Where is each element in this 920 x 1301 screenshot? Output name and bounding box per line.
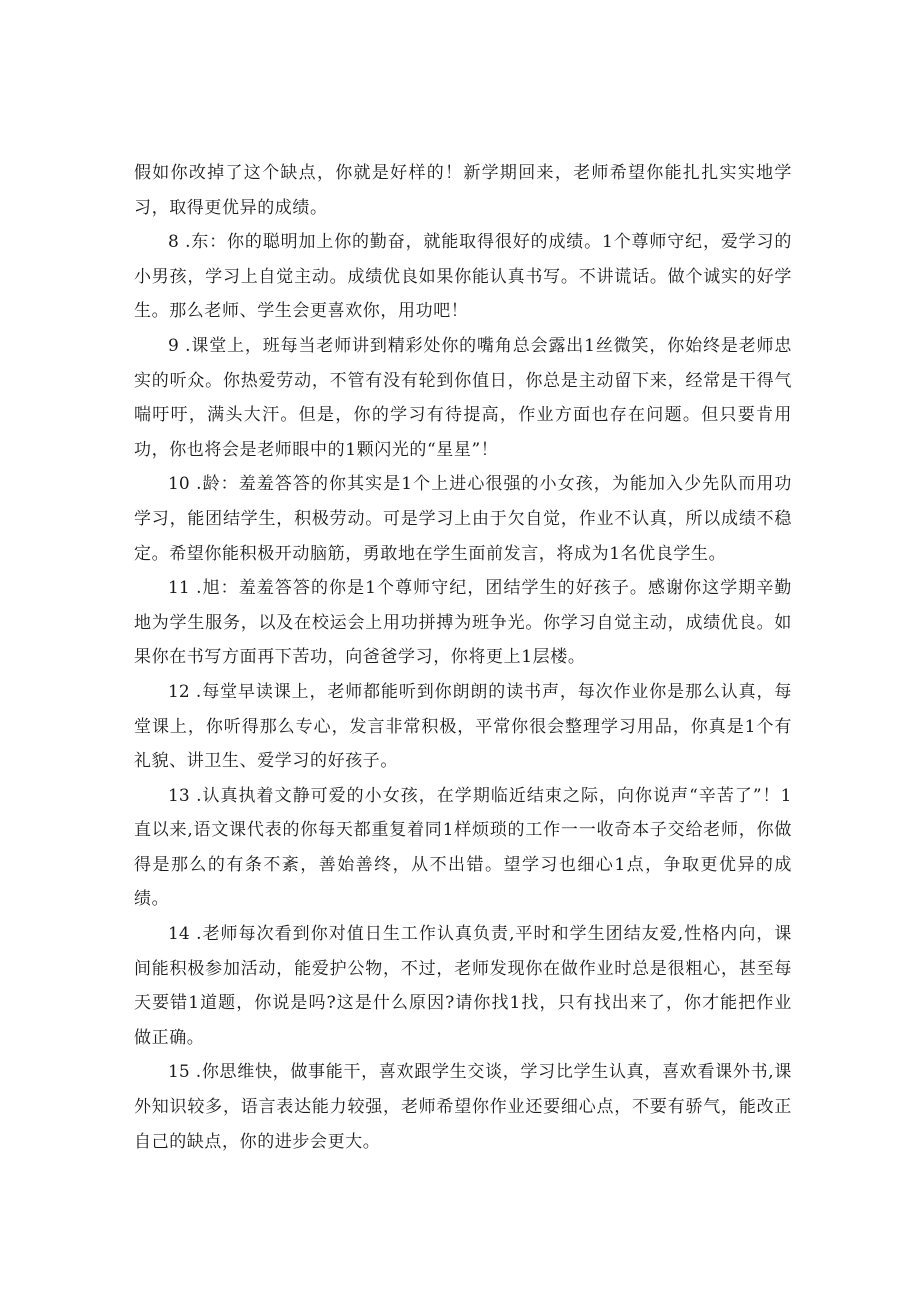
paragraph-item: 14 .老师每次看到你对值日生工作认真负责,平时和学生团结友爱,性格内向，课间能积极参加活动，能爱护公物，不过，老师发现你在做作业时总是很粗心，甚至每天要错1道题，你说是吗?这是什么原因?请你找1找，只有找出来了，你才能把作业做正确。 xyxy=(134,924,792,1048)
item-number: 12 xyxy=(168,681,190,702)
paragraph-text: 龄：羞羞答答的你其实是1个上进心很强的小女孩，为能加入少先队而用功学习，能团结学生，积极劳动。可是学习上由于欠自觉，作业不认真，所以成绩不稳定。希望你能积极开动脑筋，勇敢地在学生面前发言，将成为1名优良学生。 xyxy=(134,474,792,564)
paragraph-text: 老师每次看到你对值日生工作认真负责,平时和学生团结友爱,性格内向，课间能积极参加活动，能爱护公物，不过，老师发现你在做作业时总是很粗心，甚至每天要错1道题，你说是吗?这是什么原因?请你找1找，只有找出来了，你才能把作业做正确。 xyxy=(134,924,792,1048)
paragraph-item: 9 .课堂上，班每当老师讲到精彩处你的嘴角总会露出1丝微笑，你始终是老师忠实的听众。你热爱劳动，不管有没有轮到你值日，你总是主动留下来，经常是干得气喘吁吁，满头大汗。但是，你的学习有待提高，作业方面也存在问题。但只要肯用功，你也将会是老师眼中的1颗闪光的“星星”！ xyxy=(134,335,792,460)
paragraph-item: 11 .旭：羞羞答答的你是1个尊师守纪，团结学生的好孩子。感谢你这学期辛勤地为学生服务，以及在校运会上用功拼搏为班争光。你学习自觉主动，成绩优良。如果你在书写方面再下苦功，向爸爸学习，你将更上1层楼。 xyxy=(134,578,792,668)
paragraph-text: 课堂上，班每当老师讲到精彩处你的嘴角总会露出1丝微笑，你始终是老师忠实的听众。你热爱劳动，不管有没有轮到你值日，你总是主动留下来，经常是干得气喘吁吁，满头大汗。但是，你的学习有待提高，作业方面也存在问题。但只要肯用功，你也将会是老师眼中的1颗闪光的“星星”！ xyxy=(134,335,792,460)
item-number: 8 xyxy=(168,232,179,253)
paragraph-item: 12 .每堂早读课上，老师都能听到你朗朗的读书声，每次作业你是那么认真，每堂课上，你听得那么专心，发言非常积极，平常你很会整理学习用品，你真是1个有礼貌、讲卫生、爱学习的好孩子。 xyxy=(134,681,792,772)
document-page xyxy=(134,156,792,1159)
paragraph-text: 认真执着文静可爱的小女孩，在学期临近结束之际，向你说声“辛苦了”！1直以来,语文课代表的你每天都重复着同1样烦琐的工作一一收奇本子交给老师，你做得是那么的有条不紊，善始善终，从不出错。望学习也细心1点，争取更优异的成绩。 xyxy=(134,785,792,910)
item-number: 14 xyxy=(168,924,190,945)
item-number: 9 xyxy=(168,335,179,356)
paragraph-item: 13 .认真执着文静可爱的小女孩，在学期临近结束之际，向你说声“辛苦了”！1直以来,语文课代表的你每天都重复着同1样烦琐的工作一一收奇本子交给老师，你做得是那么的有条不紊，善始善终，从不出错。望学习也细心1点，争取更优异的成绩。 xyxy=(134,785,792,910)
paragraph-text: 东：你的聪明加上你的勤奋，就能取得很好的成绩。1个尊师守纪，爱学习的小男孩，学习上自觉主动。成绩优良如果你能认真书写。不讲谎话。做个诚实的好学生。那么老师、学生会更喜欢你，用功吧！ xyxy=(134,232,792,322)
paragraph-text: 旭：羞羞答答的你是1个尊师守纪，团结学生的好孩子。感谢你这学期辛勤地为学生服务，以及在校运会上用功拼搏为班争光。你学习自觉主动，成绩优良。如果你在书写方面再下苦功，向爸爸学习，你将更上1层楼。 xyxy=(134,578,792,668)
paragraph-item: 8 .东：你的聪明加上你的勤奋，就能取得很好的成绩。1个尊师守纪，爱学习的小男孩，学习上自觉主动。成绩优良如果你能认真书写。不讲谎话。做个诚实的好学生。那么老师、学生会更喜欢你，用功吧！ xyxy=(134,232,792,322)
paragraph-item: 10 .龄：羞羞答答的你其实是1个上进心很强的小女孩，为能加入少先队而用功学习，能团结学生，积极劳动。可是学习上由于欠自觉，作业不认真，所以成绩不稳定。希望你能积极开动脑筋，勇敢地在学生面前发言，将成为1名优良学生。 xyxy=(134,474,792,564)
paragraph-text: 假如你改掉了这个缺点，你就是好样的！新学期回来，老师希望你能扎扎实实地学习，取得更优异的成绩。 xyxy=(134,163,792,218)
item-number: 13 xyxy=(168,785,190,806)
item-number: 11 xyxy=(168,578,190,599)
paragraph-text: 你思维快，做事能干，喜欢跟学生交谈，学习比学生认真，喜欢看课外书,课外知识较多，语言表达能力较强，老师希望你作业还要细心点，不要有骄气，能改正自己的缺点，你的进步会更大。 xyxy=(134,1062,792,1152)
paragraph-continuation xyxy=(134,156,792,225)
item-number: 15 xyxy=(168,1062,190,1083)
item-number: 10 xyxy=(168,474,190,495)
paragraph-item: 15 .你思维快，做事能干，喜欢跟学生交谈，学习比学生认真，喜欢看课外书,课外知识较多，语言表达能力较强，老师希望你作业还要细心点，不要有骄气，能改正自己的缺点，你的进步会更大。 xyxy=(134,1062,792,1152)
paragraph-text: 每堂早读课上，老师都能听到你朗朗的读书声，每次作业你是那么认真，每堂课上，你听得那么专心，发言非常积极，平常你很会整理学习用品，你真是1个有礼貌、讲卫生、爱学习的好孩子。 xyxy=(134,681,792,772)
